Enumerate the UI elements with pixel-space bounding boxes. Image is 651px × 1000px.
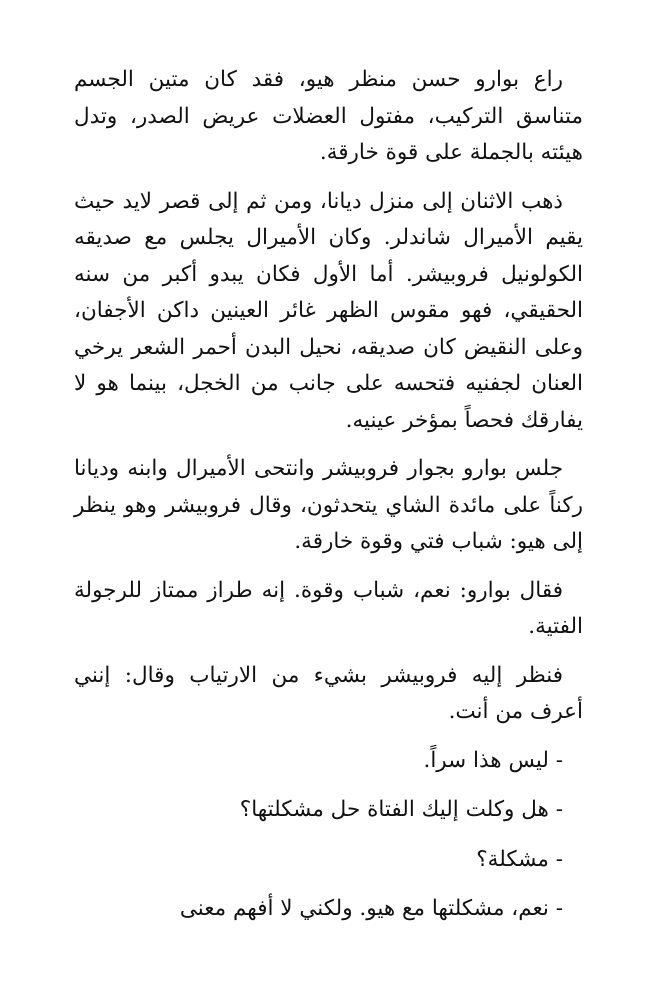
paragraph-4: فقال بوارو: نعم، شباب وقوة. إنه طراز ممتاز للرجولة الفتية. (74, 577, 583, 639)
dialogue-line-3: - مشكلة؟ (476, 846, 563, 872)
dialogue-line-2: - هل وكلت إليك الفتاة حل مشكلتها؟ (239, 797, 563, 822)
paragraph-5: فنظر إليه فروبيشر بشيء من الارتياب وقال: إنني أعرف من أنت. (74, 662, 583, 724)
dialogue-line-4: - نعم، مشكلتها مع هيو. ولكني لا أفهم معنى (179, 896, 563, 921)
paragraph-3: جلس بوارو بجوار فروبيشر وانتحى الأميرال وابنه وديانا ركناً على مائدة الشاي يتحدثون، وقال فروبيشر وهو ينظر إلى هيو: شباب فتي وقوة خارقة. (74, 456, 583, 554)
paragraph-1: راع بوارو حسن منظر هيو، فقد كان متين الجسم متناسق التركيب، مفتول العضلات عريض الصدر، وتدل هيئته بالجملة على قوة خارقة. (74, 67, 583, 165)
paragraph-2: ذهب الاثنان إلى منزل ديانا، ومن ثم إلى قصر لايد حيث يقيم الأميرال شاندلر. وكان الأميرال يجلس مع صديقه الكولونيل فروبيشر. أما الأول فكان يبدو أكبر من سنه الحقيقي، فهو مقوس الظهر غائر العينين داكن الأجفان، وعلى النقيض كان صديقه، نحيل البدن أحمر الشعر يرخي العنان لجفنيه فتحسه على جانب من الخجل، بينما هو لا يفارقك فحصاً بمؤخر عينيه. (74, 188, 583, 433)
dialogue-line-1: - ليس هذا سراً. (423, 747, 563, 773)
